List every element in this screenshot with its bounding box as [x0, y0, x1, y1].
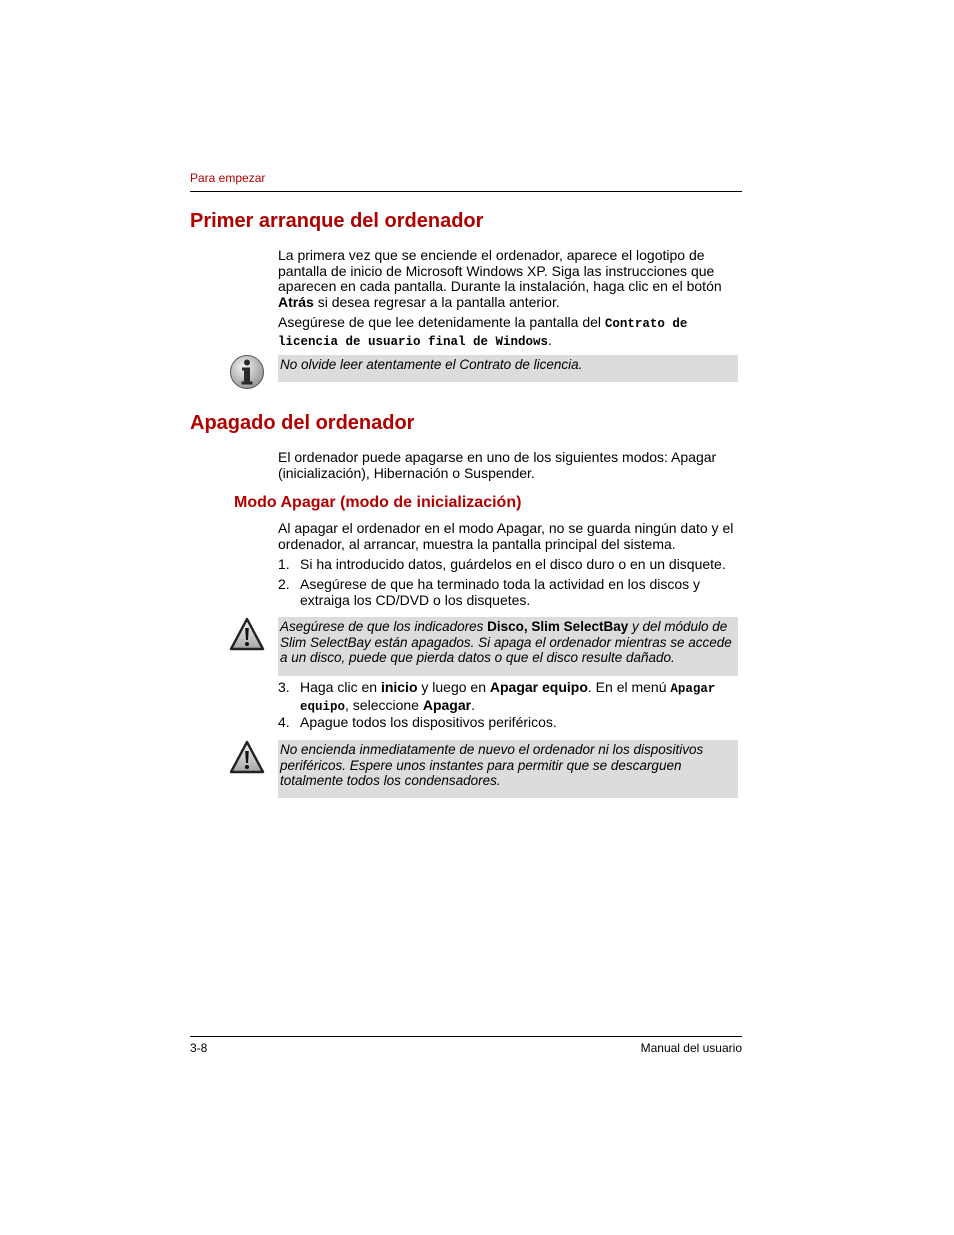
warning-icon: [229, 740, 265, 776]
item3-text-a: Haga clic en: [300, 679, 378, 695]
p2-end: .: [548, 331, 552, 348]
running-header: Para empezar: [190, 171, 266, 185]
manual-title: Manual del usuario: [640, 1041, 742, 1055]
page-number: 3-8: [190, 1041, 208, 1055]
section-title-primer-arranque: Primer arranque del ordenador: [190, 210, 484, 232]
p1-end: si desea regresar a la pantalla anterior.: [317, 294, 560, 311]
list-number: 4.: [278, 714, 290, 730]
list-number: 3.: [278, 679, 290, 695]
section1-paragraph-1: [278, 248, 740, 311]
warn1-end: y del módulo de Slim SelectBay están apagados. Si apaga el ordenador mientras se accede a un disco, puede que pierda datos o que el disco resulte dañado.: [280, 619, 732, 666]
warn1-start: Asegúrese de que los indicadores: [280, 619, 484, 634]
section1-paragraph-2: [278, 315, 740, 350]
list-text: Asegúrese de que ha terminado toda la actividad en los discos y extraiga los CD/DVD o los disquetes.: [300, 576, 701, 608]
p2-text: Asegúrese de que lee detenidamente la pantalla del: [278, 314, 602, 330]
list-item-1: [278, 557, 740, 573]
warning-note-2: No encienda inmediatamente de nuevo el ordenador ni los dispositivos periféricos. Espere unos instantes para permitir que se descarguen totalmente todos los condensadores.: [278, 740, 738, 798]
list-text: Si ha introducido datos, guárdelos en el disco duro o en un disquete.: [300, 556, 726, 572]
warning-icon: [229, 617, 265, 653]
subsection-paragraph-1: Al apagar el ordenador en el modo Apagar, no se guarda ningún dato y el ordenador, al arrancar, muestra la pantalla principal del sistema.: [278, 520, 734, 552]
p2-mono: Contrato de licencia de usuario final de Windows: [278, 317, 688, 349]
item3-text-i: .: [471, 696, 475, 713]
list-text: [300, 680, 740, 715]
section2-paragraph-1: El ordenador puede apagarse en uno de los siguientes modos: Apagar (inicialización), Hibernación o Suspender.: [278, 449, 717, 481]
list-text: Apague todos los dispositivos periféricos.: [300, 714, 557, 730]
footer-rule: [190, 1036, 742, 1037]
list-item-2: [278, 577, 740, 608]
list-item-3: [278, 680, 740, 715]
info-note: No olvide leer atentamente el Contrato de licencia.: [278, 355, 738, 382]
warn1-bold: Disco, Slim SelectBay: [487, 619, 629, 634]
item3-bold-apagar: Apagar: [422, 696, 472, 713]
header-rule: [190, 191, 742, 192]
p1-bold: Atrás: [278, 294, 314, 311]
subsection-title-modo-apagar: Modo Apagar (modo de inicialización): [234, 494, 522, 511]
item3-text-g: , seleccione: [345, 696, 419, 713]
list-item-4: [278, 715, 740, 731]
list-number: 1.: [278, 556, 290, 572]
list-number: 2.: [278, 576, 290, 592]
item3-text-c: y luego en: [421, 679, 486, 695]
item3-mono-menu: Apagar equipo: [300, 682, 716, 714]
item3-bold-apagar-equipo: Apagar equipo: [489, 679, 588, 695]
section-title-apagado: Apagado del ordenador: [190, 412, 415, 434]
warning-note-1: [278, 617, 738, 676]
item3-bold-inicio: inicio: [380, 679, 418, 695]
p1-text: La primera vez que se enciende el ordenador, aparece el logotipo de pantalla de inicio de Microsoft Windows XP. Siga las instrucciones que aparecen en cada pantalla. Durante la instalación, haga clic en el botón: [278, 247, 722, 295]
item3-text-e: . En el menú: [587, 679, 667, 695]
info-icon: [229, 354, 265, 390]
